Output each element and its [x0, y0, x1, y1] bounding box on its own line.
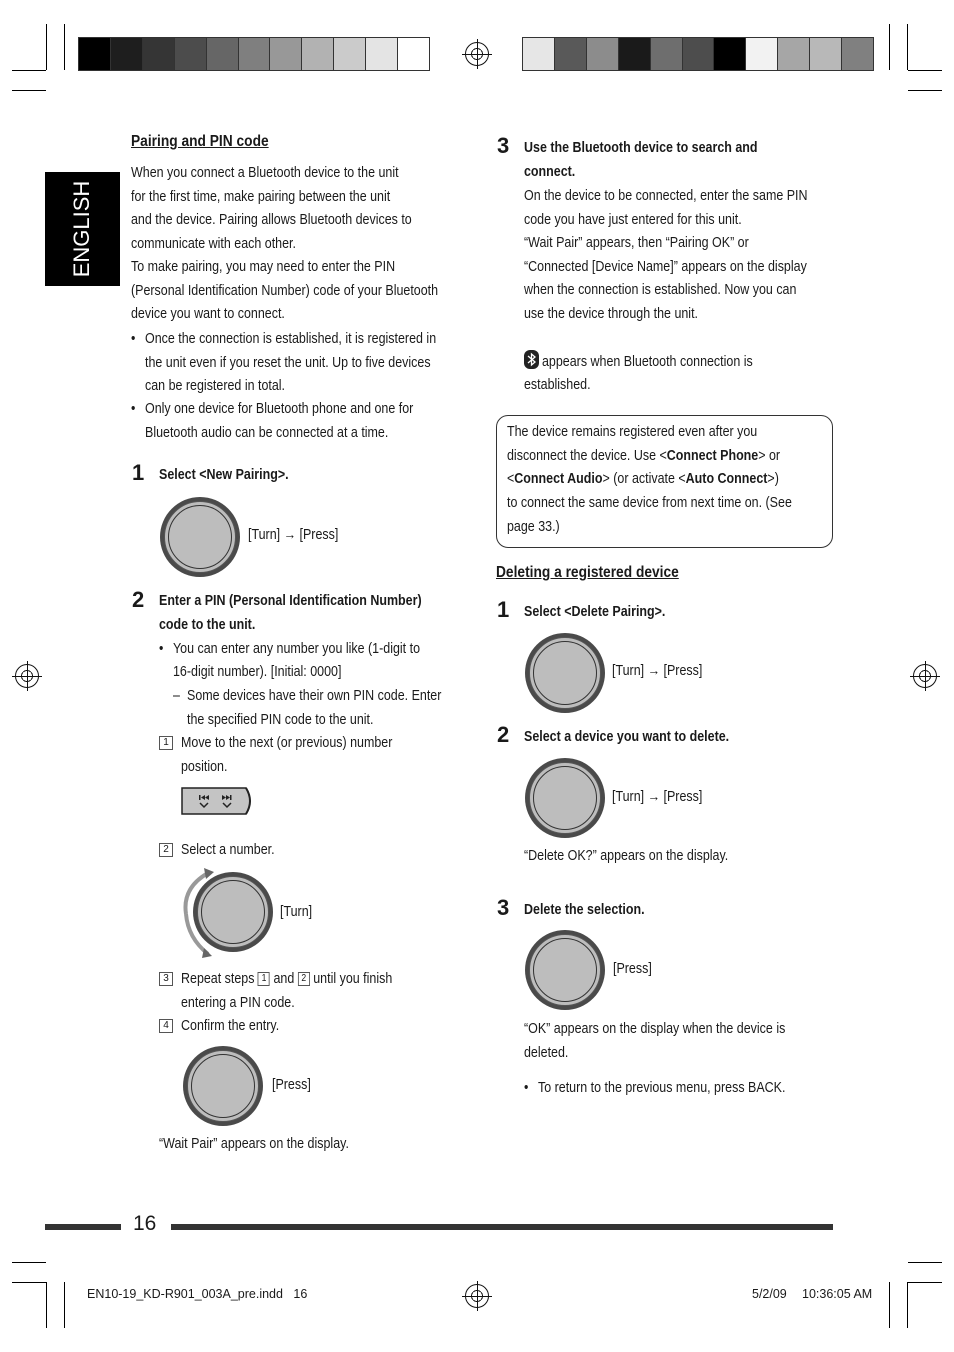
- crop-mark: [908, 1282, 942, 1283]
- crop-mark: [908, 90, 942, 91]
- note-text: > or: [758, 448, 781, 464]
- skip-buttons-icon: [180, 786, 256, 816]
- knob-label: [Press]: [272, 1077, 311, 1093]
- crosshair-line: [477, 39, 478, 69]
- slug-date: 5/2/09: [752, 1287, 787, 1301]
- crosshair-line: [925, 661, 926, 691]
- substep-number: 4: [159, 1019, 173, 1033]
- note-line: to connect the same device from next time on. (See: [507, 495, 792, 511]
- color-swatch: [587, 38, 619, 70]
- section-heading: Pairing and PIN code: [131, 133, 269, 150]
- color-swatch: [175, 38, 207, 70]
- bullet-icon: •: [524, 1080, 529, 1096]
- control-knob-icon: [183, 1046, 263, 1126]
- crop-mark: [46, 1282, 47, 1328]
- knob-label: [Turn]: [280, 904, 313, 920]
- note-menu-name: Connect Audio: [514, 471, 603, 487]
- knob-label: [Turn] → [Press]: [612, 789, 703, 805]
- intro-line: device you want to connect.: [131, 306, 285, 322]
- color-swatch: [810, 38, 842, 70]
- color-swatch: [207, 38, 239, 70]
- control-knob-icon: [193, 872, 273, 952]
- color-swatch: [746, 38, 778, 70]
- note-line: page 33.): [507, 519, 560, 535]
- slug-file: EN10-19_KD-R901_003A_pre.indd 16: [87, 1287, 308, 1301]
- step-title: Select a device you want to delete.: [524, 729, 730, 745]
- knob-label: [Press]: [613, 961, 652, 977]
- bullet-line: the unit even if you reset the unit. Up to five devices: [145, 354, 431, 371]
- crosshair-line: [27, 661, 28, 691]
- note-text: > (or activate <: [602, 471, 686, 487]
- crop-mark: [64, 1282, 65, 1328]
- display-message: deleted.: [524, 1045, 569, 1061]
- step-number: 3: [497, 133, 510, 158]
- registration-mark-icon: [15, 664, 39, 688]
- substep-text-part: Repeat steps: [181, 971, 255, 987]
- dash-line: the specified PIN code to the unit.: [187, 712, 374, 728]
- step-number: 3: [497, 895, 510, 920]
- color-swatch: [239, 38, 271, 70]
- control-knob-icon: [525, 758, 605, 838]
- substep-number: 2: [159, 843, 173, 857]
- note-text: >): [767, 471, 779, 487]
- bullet-line: Only one device for Bluetooth phone and one for: [145, 401, 414, 417]
- display-message: “Wait Pair” appears on the display.: [159, 1136, 349, 1152]
- color-bar-left: [78, 37, 430, 71]
- substep-text-part: until you finish: [313, 971, 393, 987]
- step-title: Select <Delete Pairing>.: [524, 604, 666, 620]
- knob-label: [Turn] → [Press]: [612, 663, 703, 679]
- color-swatch: [111, 38, 143, 70]
- step-number: 2: [497, 722, 510, 747]
- color-swatch: [334, 38, 366, 70]
- bluetooth-note: appears when Bluetooth connection is: [542, 354, 753, 370]
- intro-line: communicate with each other.: [131, 235, 296, 252]
- substep-text: entering a PIN code.: [181, 995, 295, 1011]
- crop-mark: [12, 1262, 46, 1263]
- display-message: “OK” appears on the display when the device is: [524, 1021, 786, 1037]
- crop-mark: [908, 70, 942, 71]
- language-tab: [45, 172, 120, 286]
- step-number: 1: [132, 460, 145, 485]
- note-box: [496, 415, 833, 548]
- crop-mark: [46, 24, 47, 70]
- intro-line: and the device. Pairing allows Bluetooth devices to: [131, 212, 412, 228]
- color-swatch: [302, 38, 334, 70]
- step-title: Select <New Pairing>.: [159, 467, 289, 483]
- bullet-line: Once the connection is established, it is registered in: [145, 331, 437, 347]
- footer-rule-left: [45, 1224, 121, 1230]
- substep-text: Confirm the entry.: [181, 1018, 280, 1034]
- bullet-icon: •: [159, 641, 164, 657]
- intro-line: (Personal Identification Number) code of your Bluetooth: [131, 282, 439, 299]
- substep-text: position.: [181, 759, 228, 775]
- color-swatch: [79, 38, 111, 70]
- color-swatch: [270, 38, 302, 70]
- bullet-icon: •: [131, 401, 136, 417]
- intro-line: for the first time, make pairing between the unit: [131, 188, 391, 205]
- registration-mark-icon: [913, 664, 937, 688]
- color-swatch: [714, 38, 746, 70]
- color-swatch: [555, 38, 587, 70]
- section-heading: Deleting a registered device: [496, 564, 679, 581]
- substep-text: Move to the next (or previous) number: [181, 735, 393, 751]
- page-number: 16: [133, 1212, 157, 1235]
- color-swatch: [398, 38, 429, 70]
- substep-number: 1: [159, 736, 173, 750]
- color-swatch: [366, 38, 398, 70]
- step3-body: [524, 185, 854, 326]
- crop-mark: [12, 90, 46, 91]
- color-bar-right: [522, 37, 874, 71]
- bullet-line: Bluetooth audio can be connected at a time.: [145, 424, 389, 441]
- color-swatch: [619, 38, 651, 70]
- step-title: connect.: [524, 164, 576, 180]
- note-text: <: [507, 471, 515, 487]
- step-title: Delete the selection.: [524, 902, 645, 918]
- intro-line: To make pairing, you may need to enter the PIN: [131, 259, 396, 275]
- dash-icon: –: [173, 688, 180, 704]
- bullet-line: To return to the previous menu, press BACK.: [538, 1080, 786, 1096]
- note-line: The device remains registered even after you: [507, 424, 758, 440]
- footer-rule-right: [171, 1224, 833, 1230]
- intro-line: When you connect a Bluetooth device to the unit: [131, 165, 399, 181]
- color-swatch: [842, 38, 873, 70]
- crop-mark: [12, 1282, 46, 1283]
- note-menu-name: Connect Phone: [666, 448, 759, 464]
- color-swatch: [143, 38, 175, 70]
- body-line: when the connection is established. Now you can: [524, 282, 797, 298]
- color-swatch: [683, 38, 715, 70]
- note-line: [507, 468, 779, 492]
- crop-mark: [908, 1262, 942, 1263]
- control-knob-icon: [160, 497, 240, 577]
- bullet-line: can be registered in total.: [145, 378, 286, 394]
- language-tab-label: ENGLISH: [69, 180, 94, 278]
- body-line: On the device to be connected, enter the same PIN: [524, 188, 808, 204]
- substep-text-part: and: [273, 971, 295, 987]
- step-number: 2: [132, 587, 145, 612]
- crop-mark: [64, 24, 65, 70]
- step-title: Enter a PIN (Personal Identification Number): [159, 593, 422, 609]
- registration-mark-icon: [465, 42, 489, 66]
- display-message: “Delete OK?” appears on the display.: [524, 848, 729, 864]
- substep-number: 3: [159, 972, 173, 986]
- color-swatch: [523, 38, 555, 70]
- substep-ref: 1: [258, 972, 270, 986]
- control-knob-icon: [525, 633, 605, 713]
- step-title: Use the Bluetooth device to search and: [524, 140, 758, 156]
- color-swatch: [651, 38, 683, 70]
- slug-time: 10:36:05 AM: [802, 1287, 873, 1301]
- crop-mark: [889, 24, 890, 70]
- body-line: “Wait Pair” appears, then “Pairing OK” or: [524, 235, 749, 251]
- body-line: use the device through the unit.: [524, 305, 699, 322]
- dash-line: Some devices have their own PIN code. Enter: [187, 688, 442, 704]
- crop-mark: [907, 24, 908, 70]
- step-title: code to the unit.: [159, 617, 256, 633]
- crop-mark: [889, 1282, 890, 1328]
- crop-mark: [907, 1282, 908, 1328]
- note-menu-name: Auto Connect: [685, 471, 768, 487]
- step-number: 1: [497, 597, 510, 622]
- registration-mark-icon: [465, 1284, 489, 1308]
- knob-label: [Turn] → [Press]: [248, 527, 339, 543]
- substep-ref: 2: [298, 972, 310, 986]
- bluetooth-icon: [524, 350, 539, 369]
- bullet-icon: •: [131, 331, 136, 347]
- substep-text: [181, 968, 392, 992]
- note-line: [507, 445, 780, 469]
- color-swatch: [778, 38, 810, 70]
- crop-mark: [12, 70, 46, 71]
- control-knob-icon: [525, 930, 605, 1010]
- body-line: code you have just entered for this unit.: [524, 211, 742, 228]
- bullet-line: You can enter any number you like (1-digit to: [173, 641, 421, 657]
- bullet-line: 16-digit number). [Initial: 0000]: [173, 664, 342, 680]
- body-line: “Connected [Device Name]” appears on the display: [524, 258, 807, 275]
- bluetooth-note: established.: [524, 377, 591, 393]
- note-text: disconnect the device. Use <: [507, 448, 667, 464]
- intro-paragraph: [131, 162, 488, 327]
- crosshair-line: [477, 1281, 478, 1311]
- substep-text: Select a number.: [181, 842, 275, 858]
